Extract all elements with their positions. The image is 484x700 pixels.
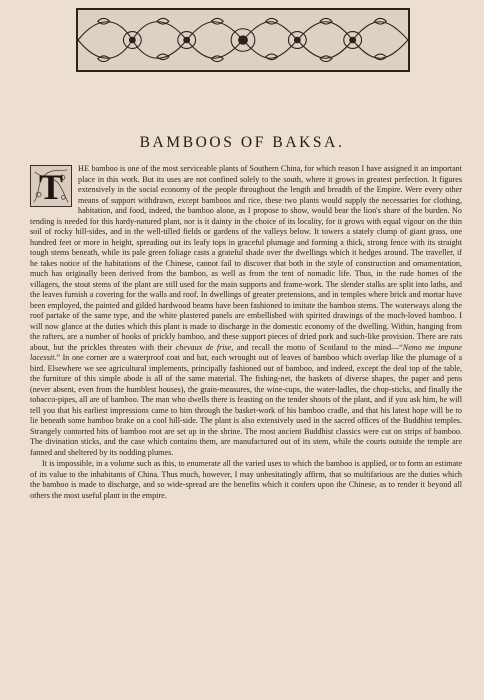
floral-scroll-icon (78, 10, 408, 70)
drop-cap-ornament (30, 165, 72, 207)
paragraph-1-text-b: and recall the motto of Scotland to the mind—“ (233, 342, 403, 352)
page-title: BAMBOOS OF BAKSA. (139, 134, 345, 151)
drop-cap-letter: T (38, 167, 63, 207)
paragraph-2: It is impossible, in a volume such as this, to enumerate all the varied uses to which the bamboo is applied, or to form an estimate of its value to the inhabitants of China. Thus much, however, I may unhesitatingly affirm, that so multifarious are the duties which the bamboo is made to discharge, and so wide-spread are the benefits which it confers upon the Chinese, as to render it beyond all others the most useful plant in the empire. (30, 459, 462, 500)
ornamental-headpiece (76, 8, 410, 72)
paragraph-1 (30, 164, 462, 458)
paragraph-1-text-c: ” In one corner are a waterproof coat and hat, each wrought out of leaves of bamboo which overlap like the plumage of a bird. Elsewhere we see agricultural implements, principally fashioned out of bamboo, and indeed, except the deal top of the table, the furniture of this simple abode is all of the same material. The fishing-net, the baskets of diverse shapes, the paper and pens (never absent, even from the humblest houses), the grain-measures, the wine-cups, the water-ladles, the chop-sticks, and finally the tobacco-pipes, all are of bamboo. The man who dwells there is feasting on the tender shoots of the plant, and if you ask him, he will tell you that his earliest impressions came to him through the basket-work of his bamboo cradle, and that his latest hope will be to lie beneath some bamboo brake on a cool hill-side. The plant is also extensively used in the sacred offices of the Buddhist temples. Strangely contorted bits of bamboo root are set up in the shrine. The most ancient Buddhist classics were cut on strips of bamboo. The divination sticks, and the case which contains them, are manufactured out of its stem, while the courts outside the temple are fanned and sheltered by its nodding plumes. (30, 353, 462, 457)
italic-chevaux-de-frise: chevaux de frise, (175, 342, 234, 352)
first-word-rest: HE (78, 164, 90, 173)
article-body (30, 164, 462, 501)
italic-motto: Nemo me impune lacessit. (30, 342, 463, 362)
paragraph-1-text-a: bamboo is one of the most serviceable plants of Southern China, for which reason I have assigned it an important place in this work. But its uses are not confined solely to the south, where it grows in greatest perfection. It figures extensively in the social economy of the people throughout the length and breadth of the Empire. Were every other means of support withdrawn, except bamboos and rice, these two plants would supply the necessaries for clothing, habitation, and food, indeed, the bamboo alone, as I propose to show, would bear the lion's share of the burden. No tending is needed for this hardy-natured plant, nor is it dainty in the choice of its locality, for it grows with equal vigour on the thin soil of rocky hill-sides, and in the well-tilled fields or gardens of the valleys below. It towers a stately clump of giant grass, one hundred feet or more in height, spreading out its leafy tops in graceful plumage and forming a thick, strong fence with its straight tough stems beneath, while its pale green foliage casts a grateful shade over the dwellings which it hedges around. The traveller, if he takes notice of the habitations of the Chinese, cannot fail to discover that both in the style of construction and ornamentation, much has originally been derived from the bamboo, as well as from the tent of nomadic life. Thus, in the rude homes of the villagers, the stout stems of the plant are still used for the main supports and frame-work. The slender stalks are split into laths, and the leaves furnish a covering for the walls and roof. In dwellings of greater pretensions, and in temples where brick and mortar have been employed, the painted and gilded hardwood beams have been fashioned to imitate the bamboo stems. The waterways along the roof partake of the same type, and the white plastered panels are embellished with spirited drawings of the much-loved bamboo. I will now glance at the duties which this plant is made to discharge in the domestic economy of the dwelling. Within, hanging from the rafters, are a number of hooks of prickly bamboo, and these support pieces of dried pork and such-like provision. There are rats about, but the prickles threaten with their (30, 164, 462, 352)
